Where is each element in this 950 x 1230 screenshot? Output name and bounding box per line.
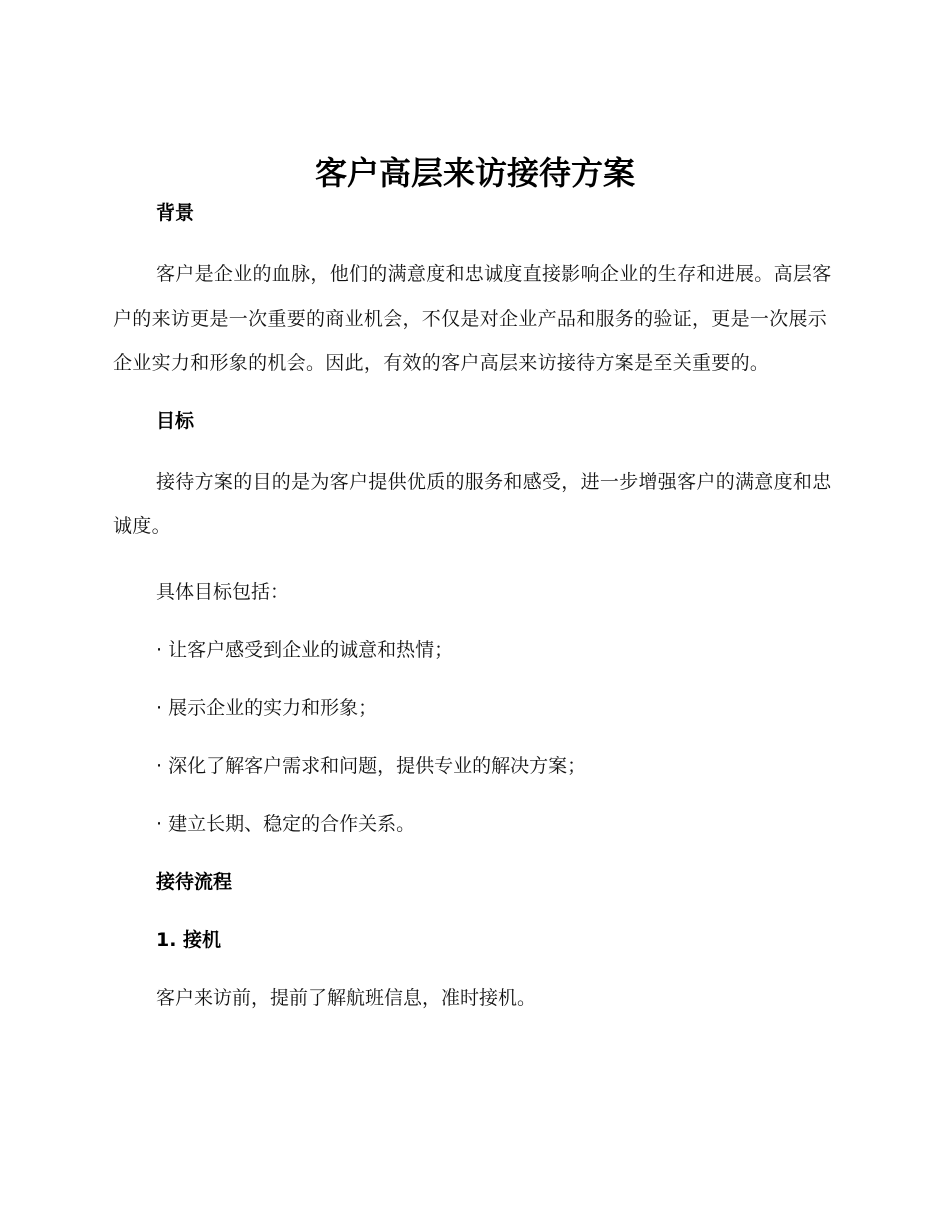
goal-list-item: · 展示企业的实力和形象； [156, 696, 378, 719]
goal-list-intro: 具体目标包括： [156, 580, 290, 603]
document-body [113, 198, 837, 1013]
goal-paragraph: 接待方案的目的是为客户提供优质的服务和感受，进一步增强客户的满意度和忠诚度。 [113, 470, 832, 537]
document-title: 客户高层来访接待方案 [314, 154, 635, 192]
goal-list-item: · 让客户感受到企业的诚意和热情； [156, 638, 454, 661]
background-paragraph: 客户是企业的血脉，他们的满意度和忠诚度直接影响企业的生存和进展。高层客户的来访更是一次重要的商业机会，不仅是对企业产品和服务的验证，更是一次展示企业实力和形象的机会。因此，有效的客户高层来访接待方案是至关重要的。 [113, 263, 832, 374]
goal-list-item: · 建立长期、稳定的合作关系。 [156, 812, 416, 835]
goal-heading: 目标 [156, 409, 195, 432]
step1-paragraph: 客户来访前，提前了解航班信息，准时接机。 [156, 986, 537, 1009]
process-heading: 接待流程 [156, 870, 233, 893]
goal-list-item: · 深化了解客户需求和问题，提供专业的解决方案； [156, 754, 587, 777]
background-heading: 背景 [156, 202, 195, 224]
step1-heading: 1. 接机 [156, 928, 222, 951]
